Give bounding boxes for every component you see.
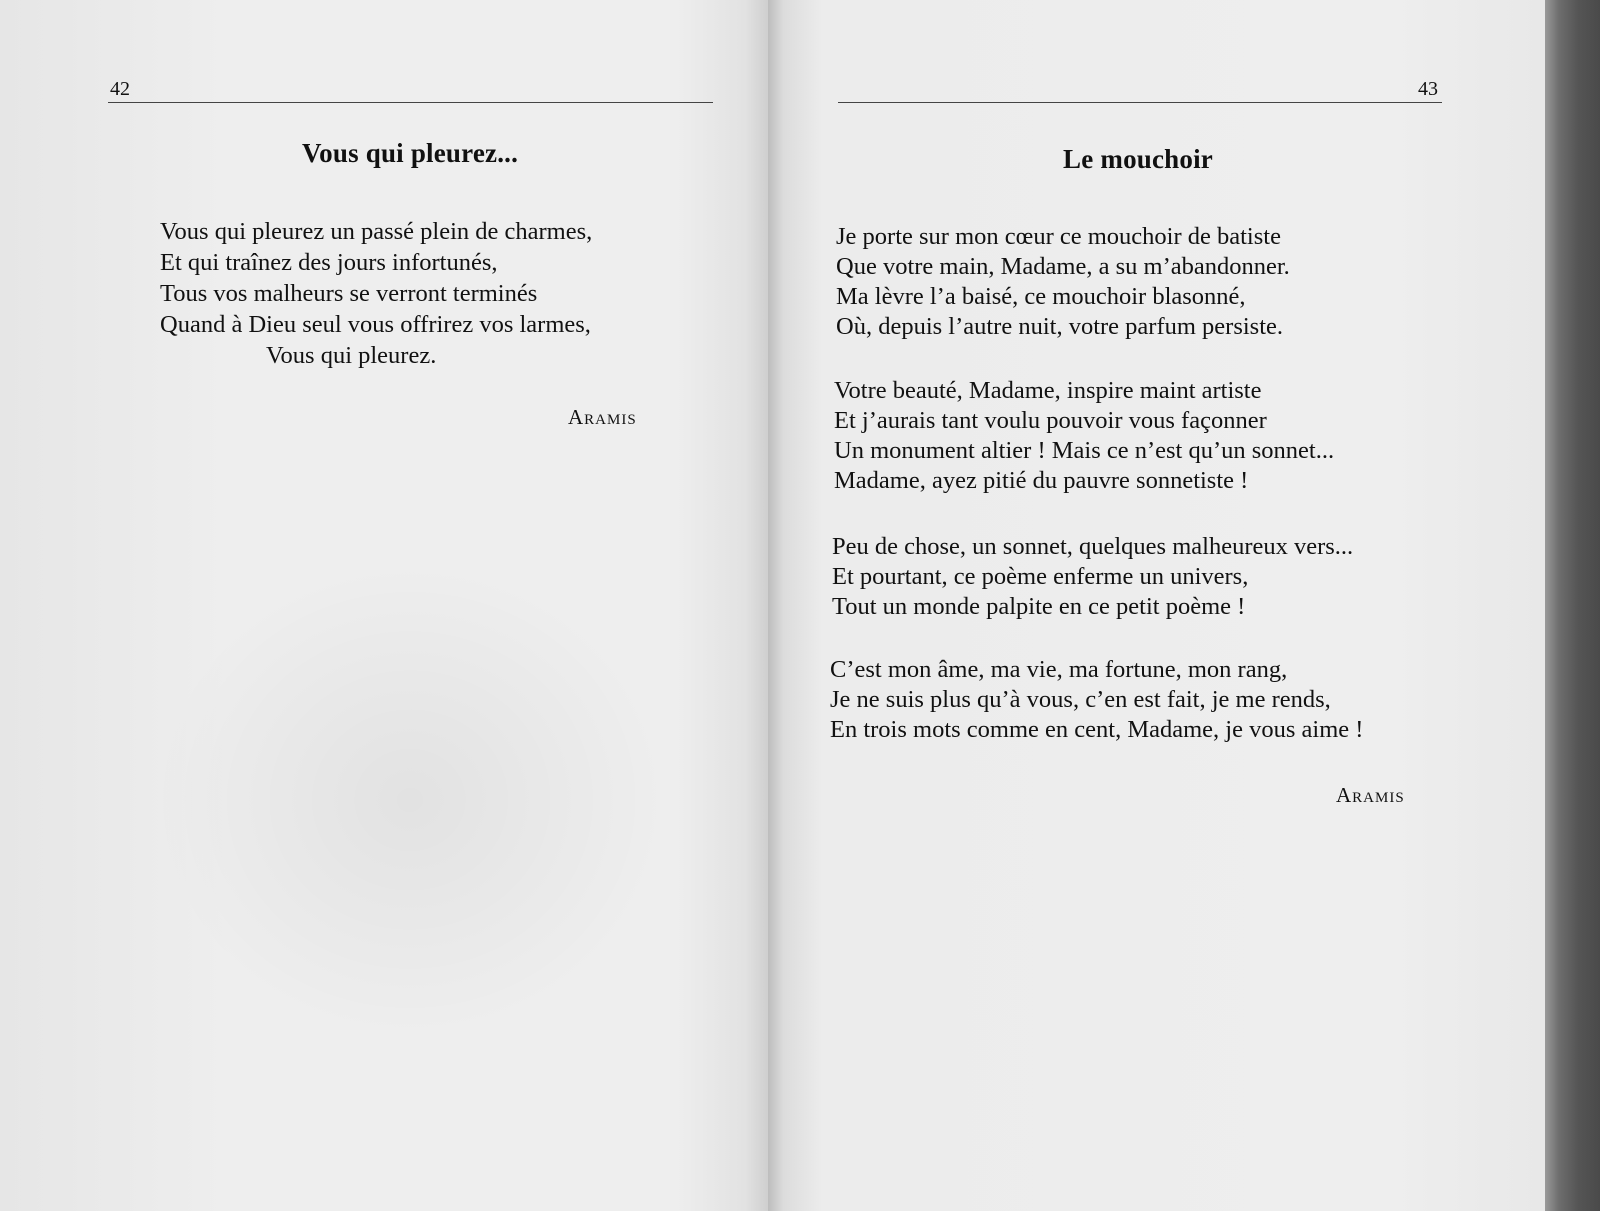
poem-line: Vous qui pleurez. — [266, 342, 437, 369]
poem-line: Et j’aurais tant voulu pouvoir vous façonner — [834, 407, 1267, 434]
poem-title: Le mouchoir — [1063, 144, 1213, 174]
show-through-illustration — [150, 560, 670, 1040]
poem-line: En trois mots comme en cent, Madame, je vous aime ! — [830, 716, 1364, 743]
poem-line: Tous vos malheurs se verront terminés — [160, 280, 538, 307]
poem-line: Peu de chose, un sonnet, quelques malheureux vers... — [832, 533, 1354, 560]
header-rule — [108, 102, 713, 103]
poem-signature: Aramis — [568, 405, 637, 429]
poem-line: Vous qui pleurez un passé plein de charmes, — [160, 218, 593, 245]
poem-title: Vous qui pleurez... — [301, 138, 519, 168]
page-number: 43 — [1418, 78, 1438, 100]
page-number: 42 — [110, 78, 130, 100]
poem-line: Que votre main, Madame, a su m’abandonner. — [836, 253, 1290, 280]
poem-line: Je porte sur mon cœur ce mouchoir de batiste — [836, 223, 1281, 250]
poem-line: Quand à Dieu seul vous offrirez vos larmes, — [160, 311, 591, 338]
poem-signature: Aramis — [1336, 783, 1405, 807]
poem-line: Tout un monde palpite en ce petit poème ! — [832, 593, 1246, 620]
poem-line: Madame, ayez pitié du pauvre sonnetiste ! — [834, 467, 1249, 494]
poem-line: C’est mon âme, ma vie, ma fortune, mon rang, — [830, 656, 1288, 683]
left-page — [0, 0, 768, 1211]
poem-line: Votre beauté, Madame, inspire maint artiste — [834, 377, 1262, 404]
right-page — [768, 0, 1545, 1211]
poem-line: Et pourtant, ce poème enferme un univers, — [832, 563, 1249, 590]
poem-line: Et qui traînez des jours infortunés, — [160, 249, 498, 276]
poem-line: Je ne suis plus qu’à vous, c’en est fait, je me rends, — [830, 686, 1331, 713]
poem-line: Où, depuis l’autre nuit, votre parfum persiste. — [836, 313, 1284, 340]
header-rule — [838, 102, 1442, 103]
poem-line: Un monument altier ! Mais ce n’est qu’un sonnet... — [834, 437, 1335, 464]
book-edge — [1545, 0, 1600, 1211]
poem-line: Ma lèvre l’a baisé, ce mouchoir blasonné, — [836, 283, 1246, 310]
